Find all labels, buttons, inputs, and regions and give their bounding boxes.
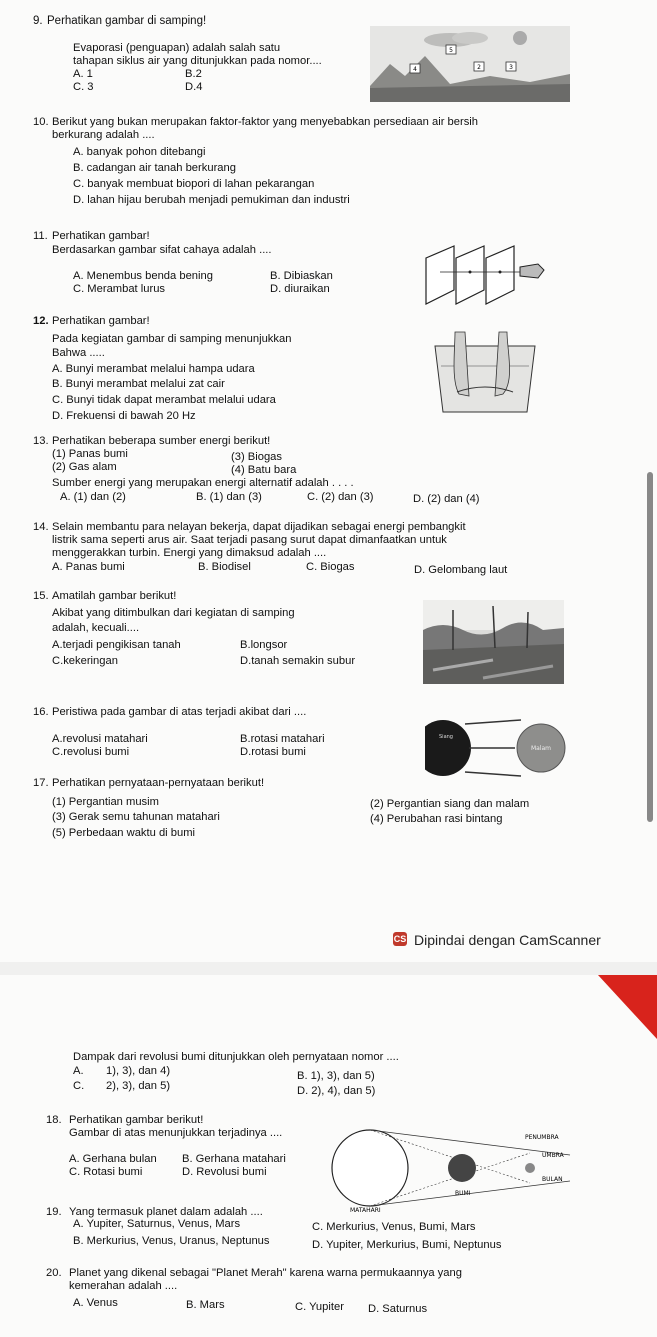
q12-title: Perhatikan gambar! bbox=[52, 315, 150, 327]
q13-option-d: D. (2) dan (4) bbox=[413, 493, 480, 505]
q10-option-d: D. lahan hijau berubah menjadi pemukiman dan industri bbox=[73, 194, 350, 206]
q10-title: Berikut yang bukan merupakan faktor-faktor yang menyebabkan persediaan air bersih bbox=[52, 116, 478, 128]
q18-line: Gambar di atas menunjukkan terjadinya .... bbox=[69, 1127, 283, 1139]
q19-option-c: C. Merkurius, Venus, Bumi, Mars bbox=[312, 1221, 476, 1233]
q13-source-2: (2) Gas alam bbox=[52, 461, 117, 473]
q13-source-4: (4) Batu bara bbox=[231, 464, 297, 476]
q15-line1: Akibat yang ditimbulkan dari kegiatan di samping bbox=[52, 607, 295, 619]
q17-statement-2: (2) Pergantian siang dan malam bbox=[370, 798, 530, 810]
q18-number: 18. bbox=[46, 1114, 62, 1126]
q13-title: Perhatikan beberapa sumber energi berikut! bbox=[52, 435, 271, 447]
q9-number: 9. bbox=[33, 15, 43, 27]
penumbra-label: PENUMBRA bbox=[525, 1134, 559, 1141]
q16-option-d: D.rotasi bumi bbox=[240, 746, 306, 758]
q13-source-3: (3) Biogas bbox=[231, 451, 282, 463]
q17-statement-5: (5) Perbedaan waktu di bumi bbox=[52, 827, 196, 839]
q17-title: Perhatikan pernyataan-pernyataan berikut! bbox=[52, 777, 265, 789]
q17-line: Dampak dari revolusi bumi ditunjukkan oleh pernyataan nomor .... bbox=[73, 1051, 399, 1063]
q14-line2: listrik sama seperti arus air. Saat terjadi pasang surut dapat dimanfaatkan untuk bbox=[52, 534, 447, 546]
q13-number: 13. bbox=[33, 435, 49, 447]
q20-line2: kemerahan adalah .... bbox=[69, 1280, 178, 1292]
day-night-image bbox=[425, 716, 575, 780]
q10-option-b: B. cadangan air tanah berkurang bbox=[73, 162, 236, 174]
q14-option-d: D. Gelombang laut bbox=[414, 564, 508, 576]
q13-source-1: (1) Panas bumi bbox=[52, 448, 128, 460]
q20-option-b: B. Mars bbox=[186, 1299, 225, 1311]
q20-option-d: D. Saturnus bbox=[368, 1303, 428, 1315]
water-cycle-label-3: 3 bbox=[509, 64, 513, 71]
q20-option-a: A. Venus bbox=[73, 1297, 118, 1309]
q9-option-b: B.2 bbox=[185, 68, 202, 80]
q14-line3: menggerakkan turbin. Energi yang dimaksud adalah .... bbox=[52, 547, 327, 559]
q19-title: Yang termasuk planet dalam adalah .... bbox=[69, 1206, 263, 1218]
matahari-label: MATAHARI bbox=[350, 1207, 381, 1213]
q18-title: Perhatikan gambar berikut! bbox=[69, 1114, 204, 1126]
q12-option-a: A. Bunyi merambat melalui hampa udara bbox=[52, 363, 255, 375]
bulan-label: BULAN bbox=[542, 1176, 563, 1183]
q15-number: 15. bbox=[33, 590, 49, 602]
q15-line2: adalah, kecuali.... bbox=[52, 622, 140, 634]
eclipse-image bbox=[330, 1123, 580, 1213]
q10-option-a: A. banyak pohon ditebangi bbox=[73, 146, 206, 158]
q13-option-c: C. (2) dan (3) bbox=[307, 491, 374, 503]
q9-option-a: A. 1 bbox=[73, 68, 93, 80]
q17-option-b: B. 1), 3), dan 5) bbox=[297, 1070, 375, 1082]
q16-option-c: C.revolusi bumi bbox=[52, 746, 130, 758]
q17-option-c-letter: C. bbox=[73, 1080, 85, 1092]
water-cycle-label-5: 5 bbox=[449, 47, 453, 54]
deforestation-image bbox=[423, 600, 564, 684]
q11-line: Berdasarkan gambar sifat cahaya adalah .... bbox=[52, 244, 272, 256]
water-cycle-image bbox=[370, 26, 570, 102]
water-cycle-label-2: 2 bbox=[477, 64, 481, 71]
q14-number: 14. bbox=[33, 521, 49, 533]
q18-option-d: D. Revolusi bumi bbox=[182, 1166, 267, 1178]
umbra-label: UMBRA bbox=[542, 1152, 564, 1159]
q14-title: Selain membantu para nelayan bekerja, dapat dijadikan sebagai energi pembangkit bbox=[52, 521, 466, 533]
red-corner-mark bbox=[598, 975, 657, 1039]
night-label: Malam bbox=[530, 745, 552, 752]
q11-option-a: A. Menembus benda bening bbox=[73, 270, 213, 282]
bumi-label: BUMI bbox=[455, 1190, 471, 1197]
camscanner-logo: CS bbox=[393, 934, 407, 944]
page-divider bbox=[0, 962, 657, 975]
q13-line: Sumber energi yang merupakan energi alternatif adalah . . . . bbox=[52, 477, 354, 489]
q16-option-b: B.rotasi matahari bbox=[240, 733, 325, 745]
q12-option-c: C. Bunyi tidak dapat merambat melalui udara bbox=[52, 394, 276, 406]
q11-number: 11. bbox=[33, 230, 48, 242]
water-cycle-label-4: 4 bbox=[413, 66, 417, 73]
q20-number: 20. bbox=[46, 1267, 62, 1279]
q11-option-b: B. Dibiaskan bbox=[270, 270, 333, 282]
q17-option-d: D. 2), 4), dan 5) bbox=[297, 1085, 376, 1097]
q11-option-c: C. Merambat lurus bbox=[73, 283, 166, 295]
q12-option-b: B. Bunyi merambat melalui zat cair bbox=[52, 378, 225, 390]
q17-option-c: 2), 3), dan 5) bbox=[106, 1080, 171, 1092]
q9-line2: tahapan siklus air yang ditunjukkan pada nomor.... bbox=[73, 55, 322, 67]
q17-option-a: 1), 3), dan 4) bbox=[106, 1065, 171, 1077]
q12-line2: Bahwa ..... bbox=[52, 347, 105, 359]
scanned-page-2 bbox=[0, 975, 657, 1337]
q17-option-a-letter: A. bbox=[73, 1065, 84, 1077]
q9-option-d: D.4 bbox=[185, 81, 203, 93]
q13-option-a: A. (1) dan (2) bbox=[60, 491, 126, 503]
q17-statement-3: (3) Gerak semu tahunan matahari bbox=[52, 811, 220, 823]
q11-title: Perhatikan gambar! bbox=[52, 230, 150, 242]
q18-option-b: B. Gerhana matahari bbox=[182, 1153, 286, 1165]
sound-in-water-image bbox=[425, 330, 545, 416]
q15-option-b: B.longsor bbox=[240, 639, 288, 651]
q12-number: 12. bbox=[33, 315, 49, 327]
q15-option-a: A.terjadi pengikisan tanah bbox=[52, 639, 181, 651]
q17-statement-1: (1) Pergantian musim bbox=[52, 796, 159, 808]
q10-line2: berkurang adalah .... bbox=[52, 129, 155, 141]
q15-option-c: C.kekeringan bbox=[52, 655, 118, 667]
q9-title: Perhatikan gambar di samping! bbox=[47, 15, 207, 27]
q18-option-c: C. Rotasi bumi bbox=[69, 1166, 143, 1178]
q13-option-b: B. (1) dan (3) bbox=[196, 491, 262, 503]
q16-number: 16. bbox=[33, 706, 49, 718]
camscanner-watermark: Dipindai dengan CamScanner bbox=[414, 932, 601, 948]
q14-option-a: A. Panas bumi bbox=[52, 561, 125, 573]
q19-option-d: D. Yupiter, Merkurius, Bumi, Neptunus bbox=[312, 1239, 502, 1251]
q9-option-c: C. 3 bbox=[73, 81, 94, 93]
q12-option-d: D. Frekuensi di bawah 20 Hz bbox=[52, 410, 196, 422]
q15-option-d: D.tanah semakin subur bbox=[240, 655, 356, 667]
q12-line1: Pada kegiatan gambar di samping menunjukkan bbox=[52, 333, 292, 345]
q17-number: 17. bbox=[33, 777, 49, 789]
day-label: Siang bbox=[439, 734, 453, 740]
q14-option-b: B. Biodisel bbox=[198, 561, 251, 573]
q10-number: 10. bbox=[33, 116, 49, 128]
q19-number: 19. bbox=[46, 1206, 62, 1218]
q10-option-c: C. banyak membuat biopori di lahan pekarangan bbox=[73, 178, 315, 190]
scrollbar[interactable] bbox=[647, 472, 653, 822]
q16-title: Peristiwa pada gambar di atas terjadi akibat dari .... bbox=[52, 706, 307, 718]
light-cards-image bbox=[420, 240, 555, 312]
q17-statement-4: (4) Perubahan rasi bintang bbox=[370, 813, 503, 825]
q16-option-a: A.revolusi matahari bbox=[52, 733, 148, 745]
q19-option-b: B. Merkurius, Venus, Uranus, Neptunus bbox=[73, 1235, 270, 1247]
q20-option-c: C. Yupiter bbox=[295, 1301, 344, 1313]
q11-option-d: D. diuraikan bbox=[270, 283, 330, 295]
q14-option-c: C. Biogas bbox=[306, 561, 355, 573]
q15-title: Amatilah gambar berikut! bbox=[52, 590, 177, 602]
q18-option-a: A. Gerhana bulan bbox=[69, 1153, 157, 1165]
q19-option-a: A. Yupiter, Saturnus, Venus, Mars bbox=[73, 1218, 241, 1230]
q9-line1: Evaporasi (penguapan) adalah salah satu bbox=[73, 42, 281, 54]
q20-title: Planet yang dikenal sebagai "Planet Merah" karena warna permukaannya yang bbox=[69, 1267, 462, 1279]
